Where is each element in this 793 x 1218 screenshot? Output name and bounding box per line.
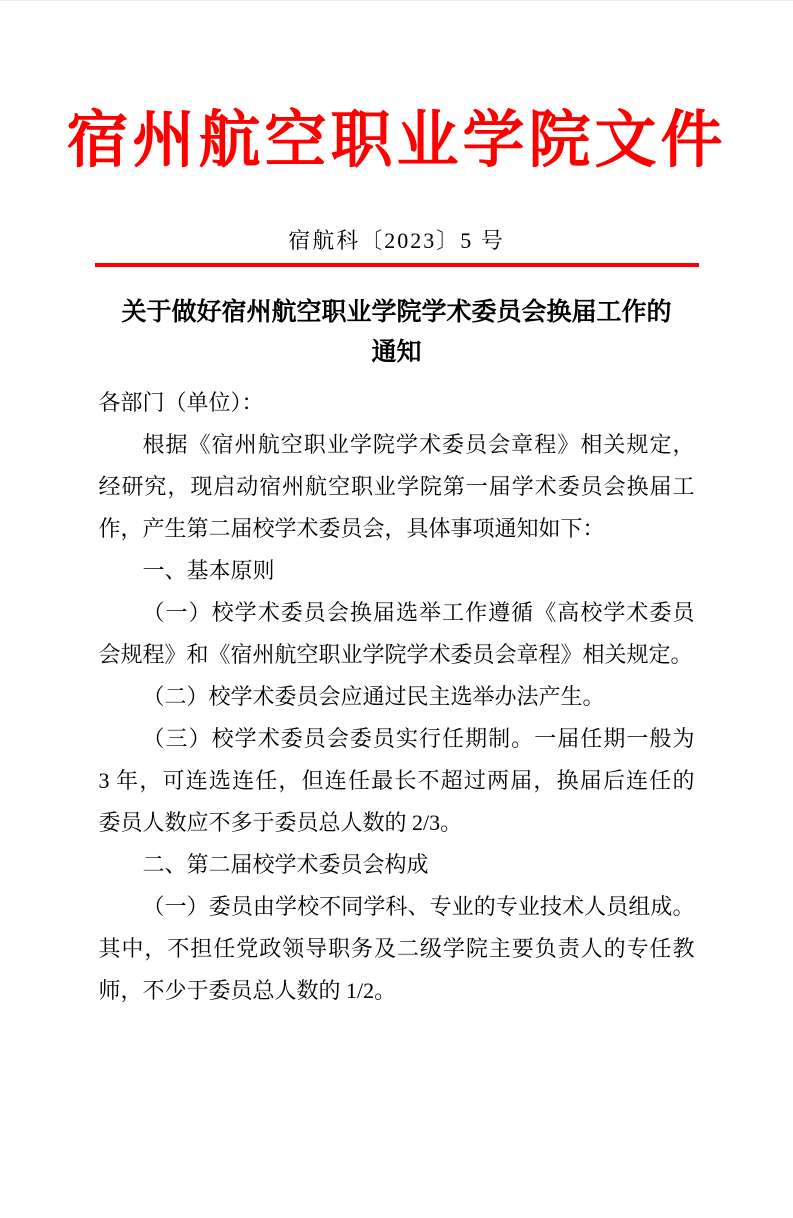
body-line: （三）校学术委员会委员实行任期制。一届任期一般为 [142,726,695,751]
document-page [0,96,793,1218]
masthead-title: 宿州航空职业学院文件 [66,107,727,175]
body-line: 师，不少于委员总人数的 1/2。 [98,978,397,1003]
document-body [99,382,695,1012]
body-line: 一、基本原则 [142,558,275,583]
body-line: 3 年，可连选连任，但连任最长不超过两届，换届后连任的 [98,768,695,793]
body-line: 二、第二届校学术委员会构成 [142,852,429,877]
body-line: 其中，不担任党政领导职务及二级学院主要负责人的专任教 [98,936,695,961]
document-number: 宿航科〔2023〕5 号 [288,228,505,253]
body-line: 作，产生第二届校学术委员会，具体事项通知如下： [98,516,605,541]
body-line: 各部门（单位）： [98,390,264,415]
body-line: 根据《宿州航空职业学院学术委员会章程》相关规定， [142,432,695,457]
body-line: （一）委员由学校不同学科、专业的专业技术人员组成。 [142,894,695,919]
body-line: （二）校学术委员会应通过民主选举办法产生。 [142,684,605,709]
body-line: 经研究，现启动宿州航空职业学院第一届学术委员会换届工 [98,474,695,499]
red-divider-line [95,263,699,267]
body-line: 委员人数应不多于委员总人数的 2/3。 [98,810,463,835]
body-line: 会规程》和《宿州航空职业学院学术委员会章程》相关规定。 [98,642,693,667]
body-line: （一）校学术委员会换届选举工作遵循《高校学术委员 [142,600,695,625]
notice-title: 关于做好宿州航空职业学院学术委员会换届工作的通知 [121,299,672,366]
